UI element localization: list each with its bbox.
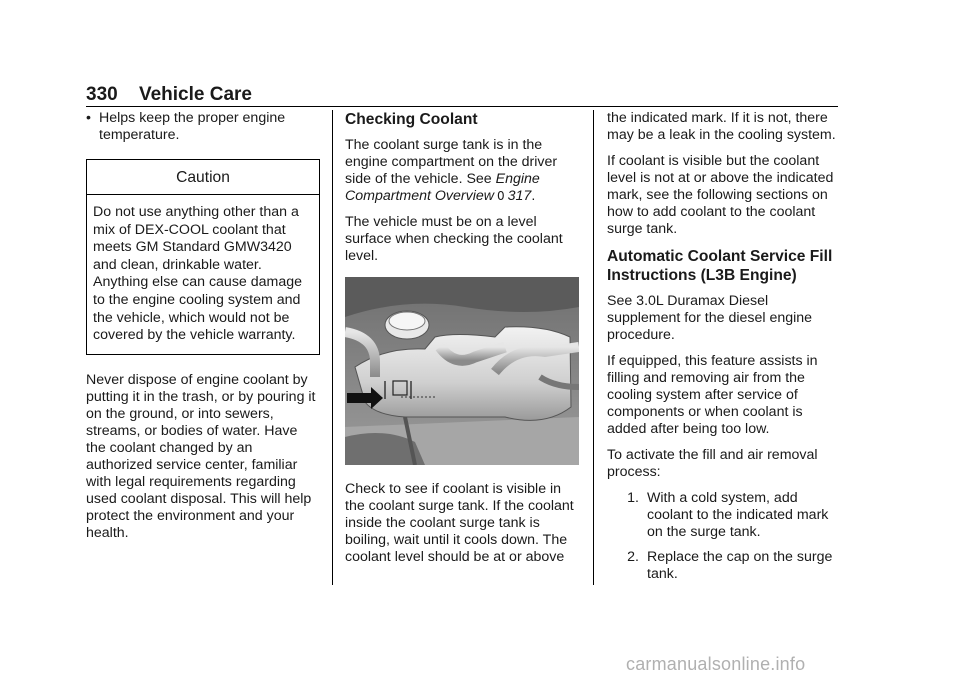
paragraph-text: The coolant surge tank is in the engine compartment on the driver side of the vehicle. See: [345, 137, 558, 187]
column-divider-1: [332, 110, 333, 585]
header-rule: [86, 106, 838, 107]
ref-arrow-icon: 0: [497, 189, 505, 203]
paragraph-level-surface: The vehicle must be on a level surface when checking the coolant level.: [345, 214, 563, 264]
page-number: 330: [86, 84, 118, 105]
bullet-text: Helps keep the proper engine temperature.: [99, 110, 286, 143]
disposal-paragraph: Never dispose of engine coolant by putting it in the trash, or by pouring it on the ground, or into sewers, streams, or bodies of water. Have the coolant changed by an authorized service center, familiar with legal requirements regarding used coolant disposal. This will help protect the environment and your health.: [86, 371, 316, 541]
coolant-surge-tank-illustration: [345, 277, 579, 465]
watermark: carmanualsonline.info: [626, 654, 806, 674]
column-2: [345, 110, 579, 575]
section-title: Vehicle Care: [138, 84, 253, 105]
step-number: 1.: [627, 490, 639, 506]
caution-body: Do not use anything other than a mix of DEX-COOL coolant that meets GM Standard GMW3420 and clean, drinkable water. Anything else can cause damage to the engine cooling system and the vehicle, which would not be covered by the vehicle warranty.: [93, 204, 303, 344]
paragraph-end: .: [531, 188, 536, 204]
cross-reference-link[interactable]: Engine Compartment Overview: [345, 171, 540, 204]
paragraph-leak: the indicated mark. If it is not, there may be a leak in the cooling system.: [607, 110, 836, 143]
step-text: With a cold system, add coolant to the indicated mark on the surge tank.: [647, 490, 829, 540]
column-3: [607, 110, 841, 591]
step-number: 2.: [627, 549, 639, 565]
step-text: Replace the cap on the surge tank.: [647, 549, 833, 582]
ref-page-number[interactable]: 317: [507, 188, 532, 204]
column-divider-2: [593, 110, 594, 585]
caution-box: [86, 159, 320, 355]
page-header: [86, 84, 252, 106]
bullet-mark: •: [86, 110, 91, 126]
column-1: [86, 110, 320, 551]
section-heading-auto-fill: Automatic Coolant Service Fill Instructions (L3B Engine): [607, 248, 833, 284]
bullet-item: [86, 110, 320, 144]
paragraph-check-visible: Check to see if coolant is visible in the coolant surge tank. If the coolant inside the coolant surge tank is boiling, wait until it cools down. The coolant level should be at or above: [345, 481, 574, 565]
steps-list: [607, 490, 841, 583]
paragraph-activate: To activate the fill and air removal process:: [607, 447, 818, 480]
paragraph-surge-tank-location: [345, 137, 579, 205]
paragraph-add-coolant: If coolant is visible but the coolant level is not at or above the indicated mark, see the following sections on how to add coolant to the coolant surge tank.: [607, 153, 834, 237]
paragraph-feature: If equipped, this feature assists in filling and removing air from the cooling system after service of components or when coolant is added after being too low.: [607, 353, 818, 437]
caution-title: Caution: [87, 160, 319, 195]
list-item: [607, 549, 841, 583]
list-item: [607, 490, 841, 541]
section-heading-checking-coolant: Checking Coolant: [345, 111, 478, 128]
paragraph-diesel: See 3.0L Duramax Diesel supplement for the diesel engine procedure.: [607, 293, 813, 343]
